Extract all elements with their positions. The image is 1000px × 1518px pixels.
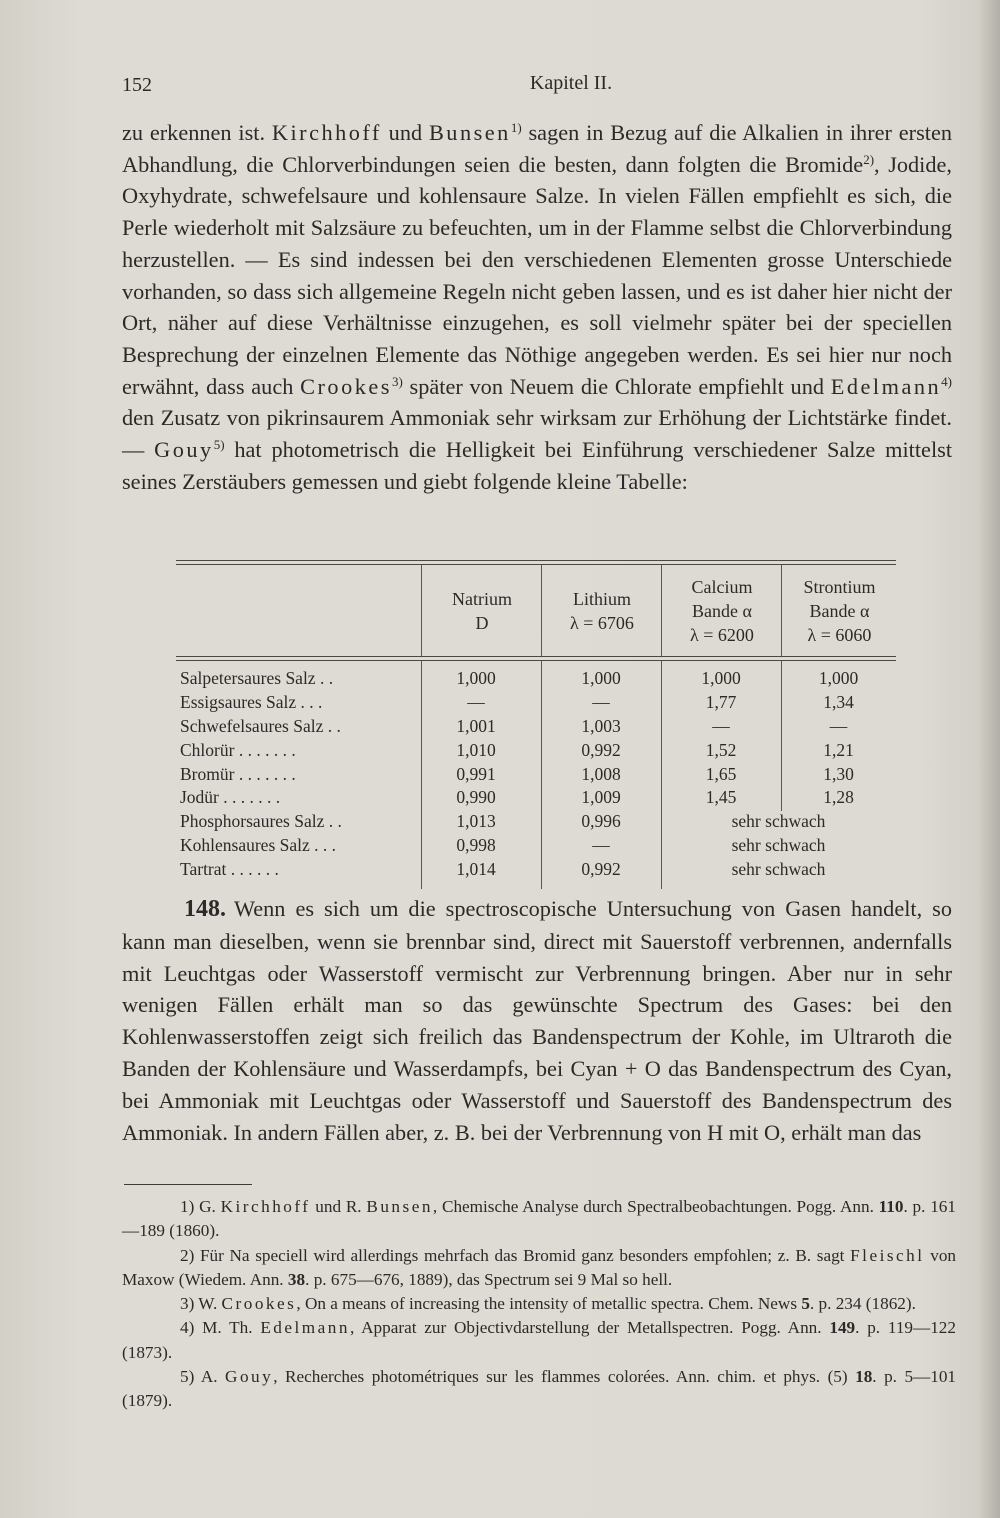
body-paragraph — [122, 117, 952, 497]
header-line: λ = 6706 — [570, 612, 634, 633]
footnote-text: von Maxow (Wiedem. Ann. — [122, 1245, 957, 1289]
table-body — [176, 661, 896, 883]
section-number: 148. — [184, 896, 226, 922]
cell-calcium: 1,45 — [705, 787, 737, 808]
page-number: 152 — [122, 74, 152, 96]
table-row — [176, 859, 896, 883]
footnote-author: Bunsen — [366, 1197, 433, 1216]
body-text-run: den Zusatz von pikrinsaurem Ammoniak sehr wirksam zur Erhöhung der Lichtstärke findet. — — [122, 405, 952, 463]
cell-lithium: 1,000 — [581, 668, 621, 688]
footnote-volume: 110 — [878, 1197, 904, 1216]
footnote — [122, 1365, 956, 1414]
row-label: Essigsaures Salz . . . — [180, 691, 323, 712]
body-text-run: , Jodide, Oxyhydrate, schwefelsaure und kohlensaure Salze. In vielen Fällen empfiehlt es sich, die Perle wiederholt mit Salzsäure zu befeuchten, um in der Flamme selbst die Chlorverbindung herzustellen. — Es sind indessen bei den verschiedenen Elementen grosse Unterschiede vorhanden, so dass sich allgemeine Regeln nicht geben lassen, und es ist daher hier nicht der Ort, näher auf diese Verhältnisse einzugehen, es soll vielmehr später bei der speciellen Besprechung der einzelnen Elemente das Nöthige angegeben werden. Es sei hier nur noch erwähnt, dass auch — [122, 151, 952, 399]
cell-strontium: 1,21 — [823, 739, 854, 760]
table-header — [176, 565, 896, 656]
footnote-author: Edelmann — [260, 1318, 350, 1338]
cell-natrium: 0,998 — [456, 835, 496, 856]
header-line: λ = 6060 — [807, 624, 872, 645]
cell-lithium: 0,996 — [581, 811, 621, 832]
footnote-ref: 4) — [941, 373, 952, 389]
page-edge-shadow — [978, 0, 1000, 1518]
table-row — [176, 716, 896, 740]
row-label: Phosphorsaures Salz . . — [180, 811, 342, 832]
cell-natrium: 1,001 — [456, 715, 496, 736]
row-label: Kohlensaures Salz . . . — [180, 835, 337, 856]
footnote-text: und R. — [310, 1197, 367, 1216]
author-name: Gouy — [154, 437, 214, 463]
cell-calcium: — — [712, 715, 730, 736]
footnote-volume: 149 — [829, 1318, 856, 1338]
header-line: Strontium — [803, 576, 876, 597]
section-148 — [122, 893, 952, 1148]
header-strontium — [781, 565, 897, 656]
body-text-run: zu erkennen ist. — [122, 120, 266, 145]
row-label: Bromür . . . . . . . — [180, 763, 296, 784]
body-text-run: sagen in Bezug auf die Alkalien in ihrer ersten Abhandlung, die Chlorverbindungen seien die besten, dann folgten die Bromide — [122, 120, 952, 177]
cell-calcium-strontium: sehr schwach — [731, 859, 826, 880]
footnote-text: . p. 675—676, 1889), das Spectrum sei 9 Mal so hell. — [305, 1269, 673, 1289]
header-line: λ = 6200 — [690, 624, 754, 645]
footnote-text: 4) M. Th. — [180, 1318, 261, 1338]
footnote-text: 1) G. — [180, 1197, 221, 1216]
cell-lithium: — — [592, 691, 610, 712]
cell-calcium: 1,77 — [705, 691, 737, 712]
footnote-text: , On a means of increasing the intensity of metallic spectra. Chem. News — [296, 1294, 802, 1314]
row-label: Jodür . . . . . . . — [180, 787, 281, 808]
footnote-text: , Chemische Analyse durch Spectralbeobachtungen. Pogg. Ann. — [432, 1197, 879, 1216]
footnote-volume: 18 — [855, 1367, 873, 1387]
footnote — [122, 1195, 956, 1244]
cell-strontium: 1,34 — [823, 691, 854, 712]
author-name: Crookes — [300, 373, 392, 399]
table-row — [176, 740, 896, 764]
cell-natrium: 1,013 — [456, 811, 496, 832]
row-label: Salpetersaures Salz . . — [180, 668, 334, 688]
cell-natrium: 1,000 — [456, 668, 496, 688]
author-name: Bunsen — [428, 120, 511, 145]
footnote-ref: 2) — [863, 151, 875, 167]
footnotes — [122, 1195, 956, 1414]
header-line: Natrium — [452, 588, 512, 609]
cell-lithium: — — [592, 835, 610, 856]
cell-natrium: 0,991 — [456, 763, 496, 784]
header-calcium — [661, 565, 782, 656]
header-lithium — [541, 565, 662, 656]
cell-lithium: 1,003 — [581, 715, 621, 736]
footnote-text: . p. 119—122 (1873). — [122, 1318, 956, 1362]
footnote-text: . p. 234 (1862). — [809, 1294, 916, 1314]
row-label: Chlorür . . . . . . . — [180, 739, 296, 760]
footnote-author: Kirchhoff — [220, 1197, 311, 1216]
table-row — [176, 668, 896, 692]
cell-strontium: 1,000 — [818, 668, 859, 688]
footnote-text: 3) W. — [180, 1294, 222, 1314]
header-natrium — [421, 565, 542, 656]
header-line: Calcium — [691, 576, 753, 597]
cell-calcium-strontium: sehr schwach — [731, 835, 826, 856]
cell-natrium: 1,014 — [456, 859, 496, 880]
footnote-author: Fleischl — [850, 1245, 925, 1265]
cell-lithium: 1,008 — [581, 763, 621, 784]
table-row — [176, 835, 896, 859]
row-label: Schwefelsaures Salz . . — [180, 715, 341, 736]
body-text-run: später von Neuem die Chlorate empfiehlt und — [409, 373, 824, 399]
cell-strontium: — — [829, 715, 848, 736]
cell-calcium-strontium: sehr schwach — [731, 811, 826, 832]
cell-lithium: 0,992 — [581, 739, 621, 760]
footnote-text: 5) A. — [180, 1367, 226, 1387]
cell-natrium: 1,010 — [456, 739, 496, 760]
running-title: Kapitel II. — [529, 72, 613, 94]
footnote-text: 2) Für Na speciell wird allerdings mehrfach das Bromid ganz besonders empfohlen; z. B. sagt — [180, 1245, 851, 1265]
footnote — [122, 1316, 956, 1365]
footnote-ref: 1) — [510, 120, 522, 135]
section-text: Wenn es sich um die spectroscopische Untersuchung von Gasen handelt, so kann man dieselben, wenn sie brennbar sind, direct mit Sauerstoff verbrennen, andernfalls mit Leuchtgas oder Wasserstoff vermischt zur Verbrennung bringen. Aber nur in sehr wenigen Fällen erhält man so das gewünschte Spectrum des Gases: bei den Kohlenwasserstoffen zeigt sich freilich das Bandenspectrum der Kohle, im Ultraroth die Banden der Kohlensäure und Wasserdampfs, bei Cyan + O das Bandenspectrum des Cyan, bei Ammoniak mit Leuchtgas oder Wasserstoff und Sauerstoff des Bandenspectrum des Ammoniak. In andern Fällen aber, z. B. bei der Verbrennung von H mit O, erhält man das — [122, 896, 952, 1145]
brightness-table — [176, 560, 896, 883]
cell-calcium: 1,65 — [705, 763, 737, 784]
cell-strontium: 1,28 — [823, 787, 854, 808]
footnote — [122, 1292, 956, 1316]
cell-natrium: — — [467, 691, 485, 712]
cell-calcium: 1,52 — [705, 739, 737, 760]
author-name: Kirchhoff — [271, 120, 382, 145]
footnote-text: . p. 5—101 (1879). — [122, 1367, 957, 1411]
header-line: D — [475, 612, 489, 633]
footnote-volume: 5 — [801, 1294, 810, 1314]
body-text-run: hat photometrisch die Helligkeit bei Einführung verschiedener Salze mittelst seines Zerstäubers gemessen und giebt folgende kleine Tabelle: — [122, 437, 953, 494]
header-line: Bande α — [809, 600, 870, 621]
table-row — [176, 764, 896, 788]
footnote-ref: 5) — [213, 437, 225, 453]
footnote-rule — [124, 1184, 252, 1185]
table-row — [176, 692, 896, 716]
cell-lithium: 1,009 — [581, 787, 621, 808]
cell-lithium: 0,992 — [581, 859, 621, 880]
footnote-ref: 3) — [391, 373, 403, 389]
cell-strontium: 1,30 — [823, 763, 854, 784]
header-line: Lithium — [573, 588, 631, 609]
header-line: Bande α — [692, 600, 752, 621]
page-header — [122, 72, 950, 102]
table-row — [176, 787, 896, 811]
footnote-text: . p. 161—189 (1860). — [122, 1197, 956, 1241]
row-label: Tartrat . . . . . . — [180, 859, 279, 880]
footnote-author: Gouy — [225, 1367, 274, 1387]
footnote-author: Crookes — [221, 1294, 297, 1314]
footnote-volume: 38 — [287, 1269, 306, 1289]
footnote-text: , Recherches photométriques sur les flammes colorées. Ann. chim. et phys. (5) — [273, 1367, 856, 1387]
body-text-run: und — [388, 120, 423, 145]
footnote — [122, 1244, 956, 1293]
table-row — [176, 811, 896, 835]
author-name: Edelmann — [830, 373, 942, 399]
cell-calcium: 1,000 — [701, 668, 741, 688]
cell-natrium: 0,990 — [456, 787, 496, 808]
footnote-text: , Apparat zur Objectivdarstellung der Metallspectren. Pogg. Ann. — [350, 1318, 830, 1338]
